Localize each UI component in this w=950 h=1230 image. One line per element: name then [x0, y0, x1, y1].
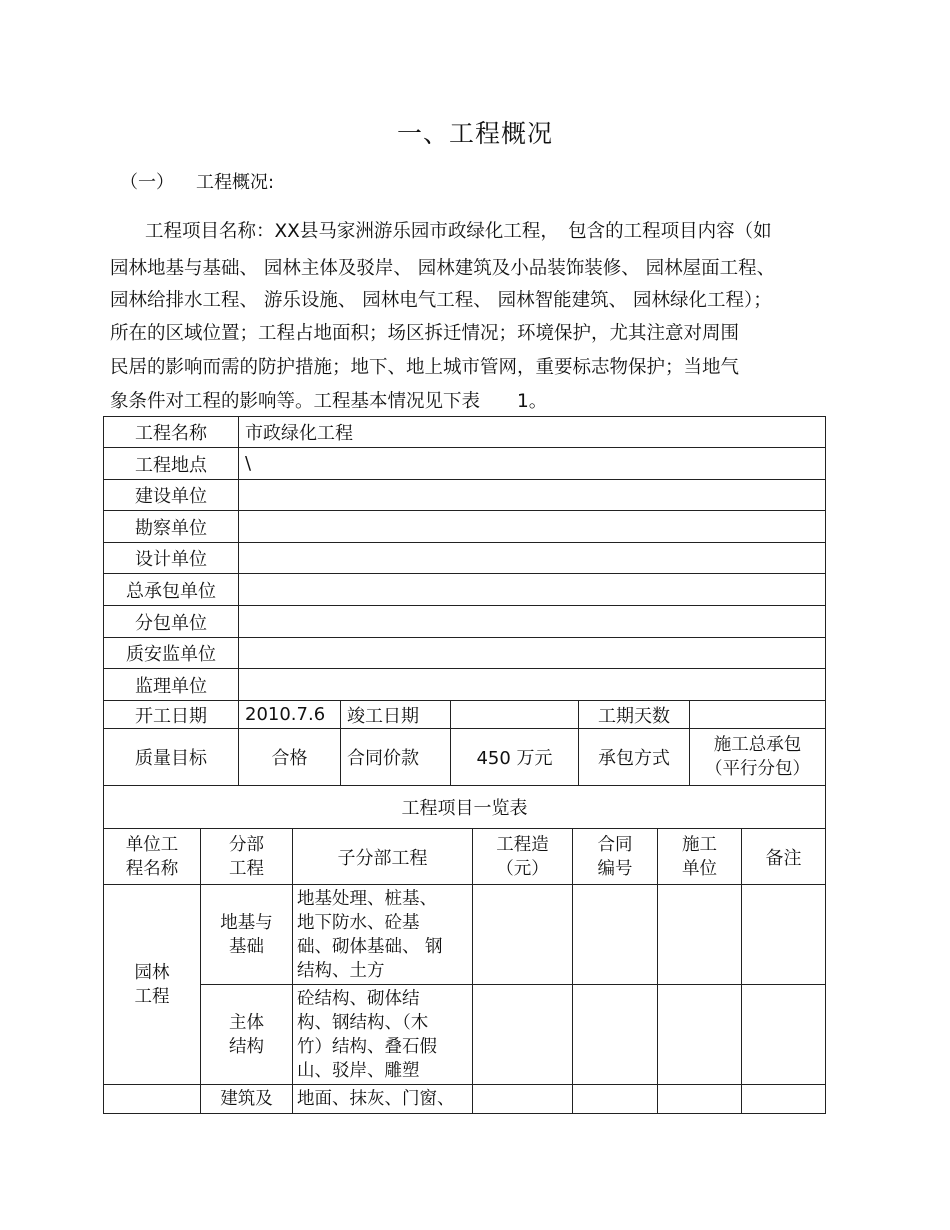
- header-line: 单位: [682, 858, 717, 879]
- info-value: 市政绿化工程: [239, 417, 826, 448]
- contract-method-value: [690, 729, 826, 786]
- duration-label: 工期天数: [579, 701, 690, 729]
- start-date-value: 2010.7.6: [239, 701, 341, 729]
- info-row: [104, 480, 826, 511]
- division-line: 结构: [229, 1036, 264, 1057]
- builder-cell: [658, 1085, 742, 1114]
- contract-no-cell: [573, 985, 658, 1085]
- header-line: 编号: [597, 858, 633, 879]
- header-division: [201, 829, 293, 885]
- finish-date-label: 竣工日期: [341, 701, 451, 729]
- caption-row: [104, 786, 826, 829]
- quality-row: [104, 729, 826, 786]
- info-label: 建设单位: [104, 480, 239, 511]
- subdivision-line: 地基处理、桩基、: [297, 888, 437, 909]
- header-remarks: 备注: [742, 829, 826, 885]
- unit-name-line: 园林: [134, 962, 170, 983]
- cost-cell: [473, 1085, 573, 1114]
- section-heading: [120, 168, 274, 194]
- header-line: （元）: [496, 858, 549, 879]
- subdivision-line: 结构、土方: [297, 960, 385, 981]
- subdivision-line: 竹）结构、叠石假: [297, 1036, 437, 1057]
- price-label: 合同价款: [341, 729, 451, 786]
- contract-method-line: （平行分包）: [705, 759, 811, 779]
- section-label: 工程概况:: [196, 172, 275, 193]
- paragraph-line: 工程项目名称：XX县马家洲游乐园市政绿化工程， 包含的工程项目内容（如: [145, 221, 772, 242]
- table-row: [104, 1085, 826, 1114]
- finish-date-value: [451, 701, 579, 729]
- header-line: 分部: [229, 834, 264, 855]
- division-line: 主体: [229, 1012, 264, 1033]
- builder-cell: [658, 985, 742, 1085]
- division-line: 基础: [229, 936, 264, 957]
- info-row: [104, 574, 826, 606]
- subdivision-cell: [293, 985, 473, 1085]
- schedule-row: [104, 701, 826, 729]
- info-label: 设计单位: [104, 543, 239, 574]
- header-line: 单位工: [125, 834, 179, 855]
- info-label: 分包单位: [104, 606, 239, 638]
- info-value: \: [239, 448, 826, 480]
- info-row: [104, 638, 826, 669]
- info-row: [104, 669, 826, 701]
- subdivision-line: 山、驳岸、雕塑: [297, 1060, 420, 1081]
- info-value: [239, 606, 826, 638]
- header-line: 合同: [597, 834, 633, 855]
- table-caption: 工程项目一览表: [104, 786, 826, 829]
- info-row: [104, 417, 826, 448]
- subdivision-line: 砼结构、砌体结: [297, 988, 420, 1009]
- table-row: [104, 985, 826, 1085]
- header-line: 工程造: [496, 834, 549, 855]
- info-label: 质安监单位: [104, 638, 239, 669]
- header-unit-name: [104, 829, 201, 885]
- paragraph-line: 象条件对工程的影响等。工程基本情况见下表 1。: [110, 391, 548, 412]
- info-value: [239, 543, 826, 574]
- remarks-cell: [742, 1085, 826, 1114]
- division-line: 地基与: [220, 912, 273, 933]
- unit-name-cell: [104, 1085, 201, 1114]
- info-label: 勘察单位: [104, 511, 239, 543]
- info-value: [239, 574, 826, 606]
- remarks-cell: [742, 885, 826, 985]
- section-number: （一）: [120, 172, 174, 193]
- subdivision-line: 地面、抹灰、门窗、: [297, 1089, 455, 1109]
- division-cell: 建筑及: [201, 1085, 293, 1114]
- cost-cell: [473, 885, 573, 985]
- builder-cell: [658, 885, 742, 985]
- subdivision-line: 构、钢结构、（木: [297, 1012, 429, 1033]
- info-value: [239, 669, 826, 701]
- subdivision-line: 础、砌体基础、 钢: [297, 936, 443, 957]
- info-value: [239, 511, 826, 543]
- header-cost: [473, 829, 573, 885]
- info-row: [104, 543, 826, 574]
- subdivision-cell: [293, 1085, 473, 1114]
- price-value: 450 万元: [451, 729, 579, 786]
- project-list-table: [103, 785, 826, 1114]
- info-row: [104, 448, 826, 480]
- page-title: 一、工程概况: [396, 119, 553, 148]
- unit-name-cell: [104, 885, 201, 1085]
- division-cell: [201, 985, 293, 1085]
- header-builder: [658, 829, 742, 885]
- contract-method-label: 承包方式: [579, 729, 690, 786]
- unit-name-line: 工程: [134, 986, 170, 1007]
- quality-label: 质量目标: [104, 729, 239, 786]
- subdivision-cell: [293, 885, 473, 985]
- info-label: 工程地点: [104, 448, 239, 480]
- header-line: 程名称: [125, 858, 179, 879]
- contract-no-cell: [573, 1085, 658, 1114]
- info-label: 监理单位: [104, 669, 239, 701]
- cost-cell: [473, 985, 573, 1085]
- duration-value: [690, 701, 826, 729]
- paragraph-line: 民居的影响而需的防护措施；地下、地上城市管网，重要标志物保护；当地气: [110, 357, 740, 378]
- info-row: [104, 606, 826, 638]
- project-info-table: [103, 416, 826, 786]
- contract-method-line: 施工总承包: [713, 735, 802, 755]
- header-contract-no: [573, 829, 658, 885]
- division-cell: [201, 885, 293, 985]
- header-line: 施工: [682, 834, 717, 855]
- paragraph-line: 园林给排水工程、 游乐设施、 园林电气工程、 园林智能建筑、 园林绿化工程）；: [110, 290, 772, 311]
- remarks-cell: [742, 985, 826, 1085]
- paragraph-line: 所在的区域位置；工程占地面积；场区拆迁情况；环境保护，尤其注意对周围: [110, 323, 740, 344]
- header-subdivision: 子分部工程: [293, 829, 473, 885]
- start-date-label: 开工日期: [104, 701, 239, 729]
- table-row: [104, 885, 826, 985]
- subdivision-line: 地下防水、砼基: [297, 912, 420, 933]
- header-row: [104, 829, 826, 885]
- info-label: 工程名称: [104, 417, 239, 448]
- info-label: 总承包单位: [104, 574, 239, 606]
- header-line: 工程: [229, 858, 264, 879]
- paragraph-line: 园林地基与基础、 园林主体及驳岸、 园林建筑及小品装饰装修、 园林屋面工程、: [110, 258, 776, 279]
- info-value: [239, 638, 826, 669]
- contract-no-cell: [573, 885, 658, 985]
- info-row: [104, 511, 826, 543]
- quality-value: 合格: [239, 729, 341, 786]
- info-value: [239, 480, 826, 511]
